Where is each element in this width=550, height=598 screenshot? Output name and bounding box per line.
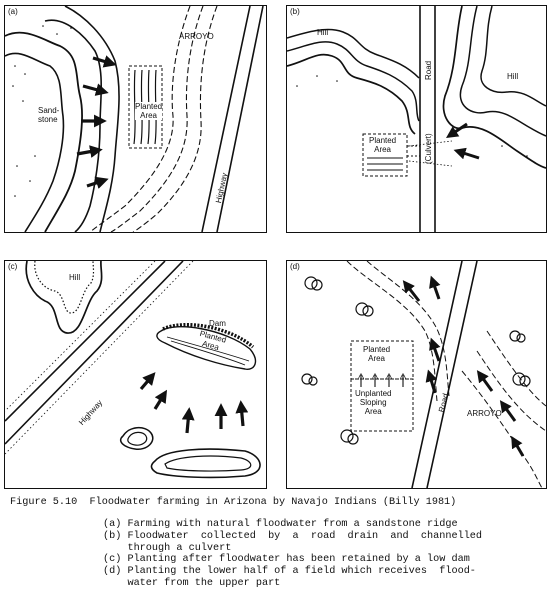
open-arrows (361, 375, 403, 387)
hill-left-label: Hill (317, 28, 329, 37)
channel-dashes-b (407, 146, 420, 156)
figure-caption-title: Figure 5.10 Floodwater farming in Arizona by Navajo Indians (Billy 1981) (10, 497, 457, 508)
floodwater-arrows-c (141, 375, 243, 433)
planted-rows-b (367, 158, 403, 170)
caption-item-a: (a) Farming with natural floodwater from a sandstone ridge (103, 519, 458, 530)
culvert-label: (Culvert) (424, 133, 433, 164)
planted-area-label-d: Planted Area (363, 345, 391, 363)
hill-stipple-b (296, 75, 528, 157)
road-label-b: Road (424, 60, 433, 80)
unplanted-label: Unplanted Sloping Area (355, 389, 392, 416)
panel-b (286, 5, 547, 233)
panel-d-drawing (287, 261, 546, 488)
caption-item-c: (c) Planting after floodwater has been retained by a low dam (103, 554, 470, 565)
panel-a (4, 5, 267, 233)
hill-label-c: Hill (69, 273, 81, 282)
caption-item-b: (b) Floodwater collected by a road drain and channelled through a culvert (103, 531, 483, 554)
sandstone-label: Sand- stone (38, 106, 60, 124)
highway-label-c: Highway (77, 398, 105, 428)
floodwater-arrows (77, 58, 113, 186)
dam-label: Dam (209, 319, 226, 328)
planted-area-label-c: Planted Area (198, 329, 228, 353)
hill-right-label: Hill (507, 72, 519, 81)
panel-a-label: (a) (8, 7, 18, 16)
panel-b-drawing (287, 6, 546, 232)
channels-d (347, 261, 546, 488)
planted-area-label-a: Planted Area (135, 102, 163, 120)
panel-b-label: (b) (290, 7, 300, 16)
panel-c (4, 260, 267, 489)
panel-c-label: (c) (8, 262, 18, 271)
arroyo-label-d: ARROYO (467, 409, 502, 418)
highway-label-a: Highway (214, 171, 230, 204)
panel-d (286, 260, 547, 489)
panel-d-label: (d) (290, 262, 300, 271)
arroyo-label-a: ARROYO (179, 32, 214, 41)
road-label-d: Road (437, 392, 451, 414)
panel-c-drawing (5, 261, 266, 488)
floodwater-arrows-b (449, 124, 479, 158)
planted-area-label-b: Planted Area (369, 136, 397, 154)
caption-item-d: (d) Planting the lower half of a field which receives flood- water from the upper part (103, 566, 476, 589)
